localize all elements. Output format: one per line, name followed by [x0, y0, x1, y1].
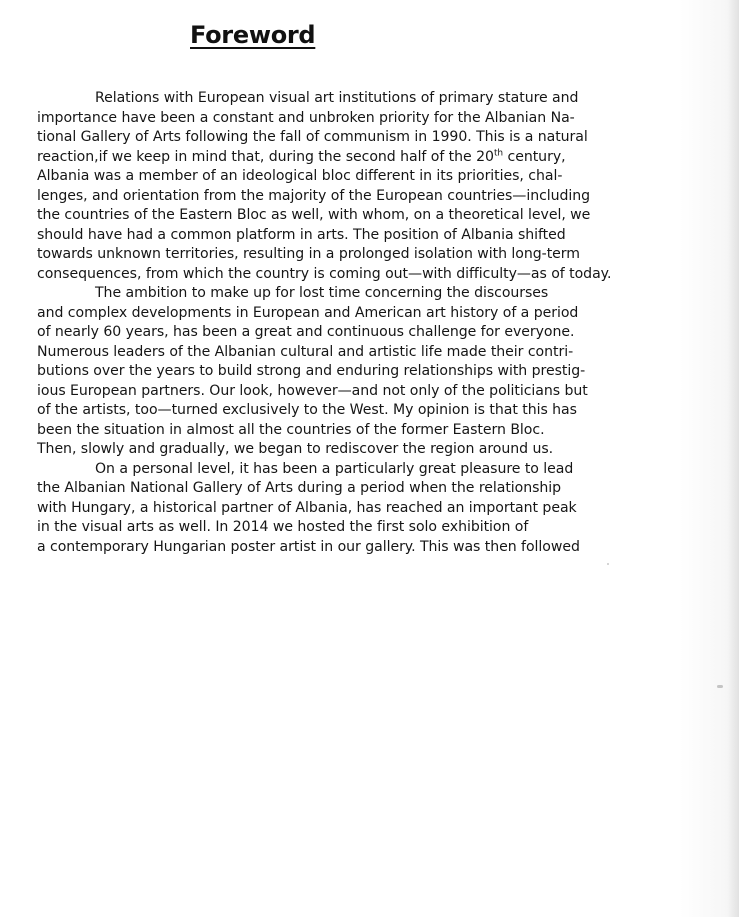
- text-line: of the artists, too—turned exclusively to the West. My opinion is that this has: [37, 402, 577, 418]
- text-line: Relations with European visual art institutions of primary stature and: [95, 90, 579, 106]
- text-fragment: century,: [503, 148, 566, 165]
- text-line: The ambition to make up for lost time concerning the discourses: [95, 285, 549, 301]
- text-line: butions over the years to build strong and enduring relationships with prestig-: [37, 363, 586, 379]
- text-line: ious European partners. Our look, however—and not only of the politicians but: [37, 382, 588, 399]
- text-line: Albania was a member of an ideological bloc different in its priorities, chal-: [37, 168, 563, 184]
- text-line: been the situation in almost all the countries of the former Eastern Bloc.: [37, 421, 545, 438]
- page-edge-shadow: [727, 0, 739, 917]
- paper-speck: [607, 563, 609, 565]
- text-line: of nearly 60 years, has been a great and continuous challenge for everyone.: [37, 324, 575, 340]
- text-line: the countries of the Eastern Bloc as well, with whom, on a theoretical level, we: [37, 207, 591, 223]
- text-line: Then, slowly and gradually, we began to rediscover the region around us.: [37, 441, 554, 457]
- text-line: a contemporary Hungarian poster artist in our gallery. This was then followed: [37, 538, 580, 555]
- superscript-th: th: [493, 147, 504, 158]
- text-line-with-superscript: [37, 148, 587, 168]
- text-line: in the visual arts as well. In 2014 we hosted the first solo exhibition of: [37, 519, 529, 535]
- text-line: towards unknown territories, resulting in a prolonged isolation with long-term: [37, 246, 580, 262]
- text-line: should have had a common platform in arts. The position of Albania shifted: [37, 226, 566, 243]
- text-fragment: reaction,if we keep in mind that, during the second half of the 20: [37, 148, 494, 165]
- text-line: On a personal level, it has been a particularly great pleasure to lead: [95, 460, 574, 477]
- paper-mark: [717, 685, 723, 688]
- foreword-body: [37, 89, 612, 557]
- text-line: with Hungary, a historical partner of Albania, has reached an important peak: [37, 499, 577, 516]
- text-line: consequences, from which the country is coming out—with difficulty—as of today.: [37, 265, 612, 282]
- text-line: the Albanian National Gallery of Arts during a period when the relationship: [37, 480, 562, 496]
- text-line: importance have been a constant and unbroken priority for the Albanian Na-: [37, 109, 575, 126]
- text-line: and complex developments in European and American art history of a period: [37, 304, 579, 321]
- text-line: Numerous leaders of the Albanian cultural and artistic life made their contri-: [37, 343, 574, 360]
- text-line: tional Gallery of Arts following the fall of communism in 1990. This is a natural: [37, 129, 588, 145]
- page-title: Foreword: [190, 21, 316, 49]
- text-line: lenges, and orientation from the majority of the European countries—including: [37, 187, 591, 204]
